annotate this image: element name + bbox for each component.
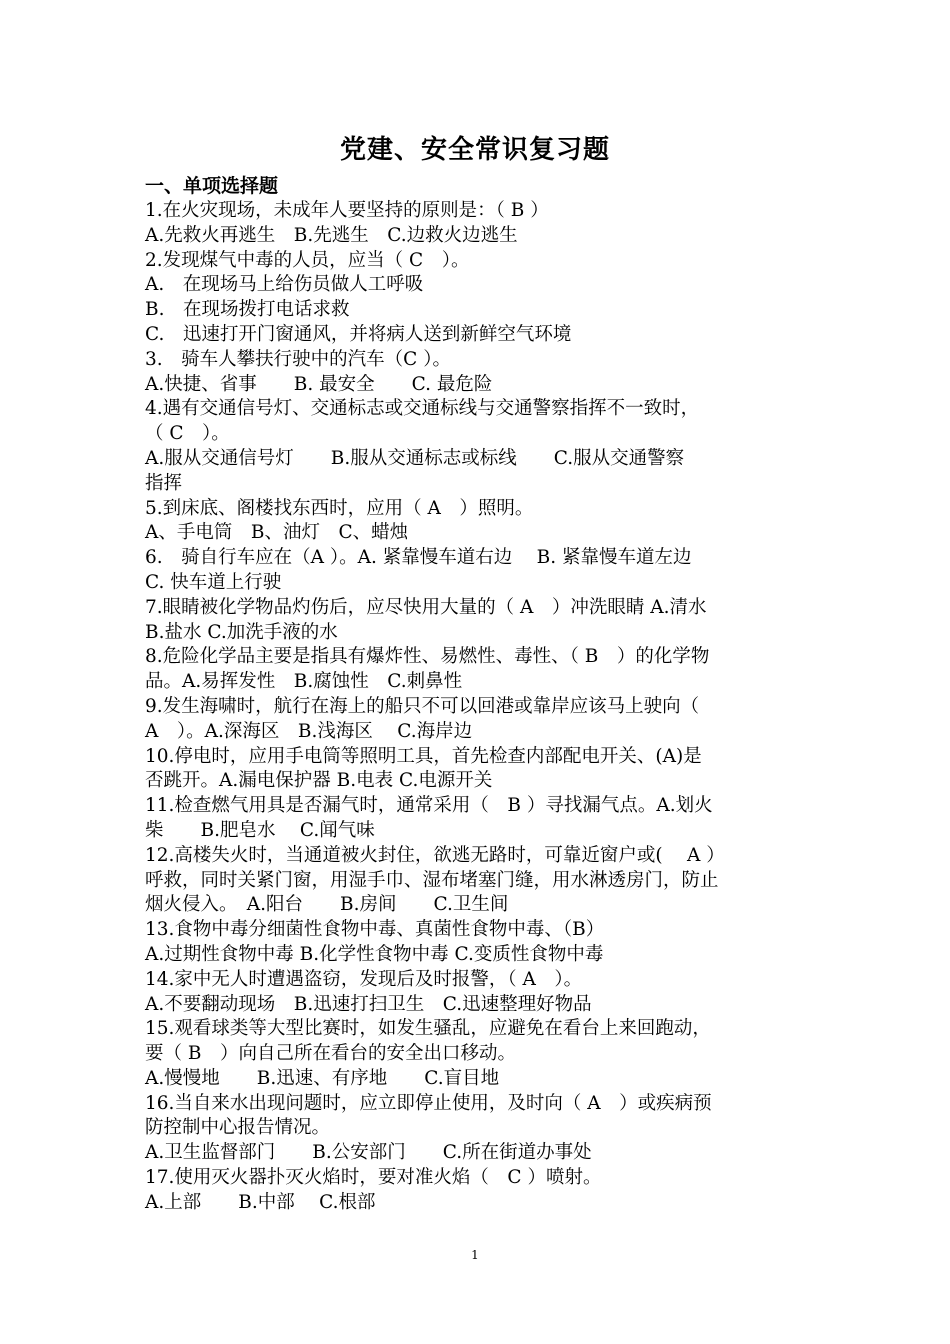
text-line: 12.高楼失火时，当通道被火封住，欲逃无路时，可靠近窗户或( A ） [145,844,725,866]
text-line: 5.到床底、阁楼找东西时，应用（ A ）照明。 [145,497,534,519]
text-line: 15.观看球类等大型比赛时，如发生骚乱，应避免在看台上来回跑动， [145,1018,711,1040]
text-line: A.快捷、省事 B. 最安全 C. 最危险 [145,373,493,395]
text-line: 1.在火灾现场，未成年人要坚持的原则是：（ B ） [145,200,549,221]
text-line: 10.停电时，应用手电筒等照明工具，首先检查内部配电开关、(A)是 [145,745,702,767]
text-line: 指挥 [145,472,183,494]
text-line: 7.眼睛被化学物品灼伤后，应尽快用大量的（ A ）冲洗眼睛 A.清水 [145,596,707,618]
text-line: 呼救，同时关紧门窗，用湿手巾、湿布堵塞门缝，用水淋透房门，防止 [145,869,719,891]
text-line: A.过期性食物中毒 B.化学性食物中毒 C.变质性食物中毒 [145,943,604,965]
text-line: A.慢慢地 B.迅速、有序地 C.盲目地 [145,1067,500,1089]
text-line: A.先救火再逃生 B.先逃生 C.边救火边逃生 [145,224,518,246]
text-line: 17.使用灭火器扑灭火焰时，要对准火焰（ C ）喷射。 [145,1167,602,1189]
text-line: A.卫生监督部门 B.公安部门 C.所在街道办事处 [145,1142,592,1164]
text-line: 要（ B ）向自己所在看台的安全出口移动。 [145,1043,516,1065]
text-line: 烟火侵入。 A.阳台 B.房间 C.卫生间 [145,894,509,916]
text-line: A ）。A.深海区 B.浅海区 C.海岸边 [145,720,473,742]
text-line: 品。A.易挥发性 B.腐蚀性 C.刺鼻性 [145,671,463,693]
text-line: A.服从交通信号灯 B.服从交通标志或标线 C.服从交通警察 [145,447,685,469]
text-line: A. 在现场马上给伤员做人工呼吸 [145,274,424,296]
text-line: （ C ）。 [145,423,230,445]
text-line: 16.当自来水出现问题时，应立即停止使用，及时向（ A ）或疾病预 [145,1092,712,1114]
text-line: 9.发生海啸时，航行在海上的船只不可以回港或靠岸应该马上驶向（ [145,695,700,717]
document-title: 党建、安全常识复习题 [339,135,610,165]
text-line: 柴 B.肥皂水 C.闻气味 [145,819,375,841]
section-heading: 一、单项选择题 [145,175,279,197]
text-line: A.不要翻动现场 B.迅速打扫卫生 C.迅速整理好物品 [145,993,592,1015]
text-line: 11.检查燃气用具是否漏气时，通常采用（ B ）寻找漏气点。A.划火 [145,795,713,817]
text-line: 4.遇有交通信号灯、交通标志或交通标线与交通警察指挥不一致时， [145,398,700,420]
text-line: 3. 骑车人攀扶行驶中的汽车（C ）。 [145,348,451,370]
text-line: 防控制中心报告情况。 [145,1117,331,1139]
text-line: 6. 骑自行车应在（A ）。A. 紧靠慢车道右边 B. 紧靠慢车道左边 [145,547,692,569]
text-line: 否跳开。A.漏电保护器 B.电表 C.电源开关 [145,770,493,792]
document-body [145,174,810,1216]
text-line: A.上部 B.中部 C.根部 [145,1191,376,1213]
page-number: 1 [471,1248,479,1262]
text-line: 14.家中无人时遭遇盗窃，发现后及时报警，（ A ）。 [145,968,583,990]
text-line: C. 迅速打开门窗通风，并将病人送到新鲜空气环境 [145,323,572,345]
text-line: 13.食物中毒分细菌性食物中毒、真菌性食物中毒、（B） [145,919,605,941]
text-line: C. 快车道上行驶 [145,571,282,593]
text-line: 8.危险化学品主要是指具有爆炸性、易燃性、毒性、（ B ）的化学物 [145,646,710,668]
text-line: B.盐水 C.加洗手液的水 [145,621,338,643]
text-line: A、手电筒 B、油灯 C、蜡烛 [145,522,409,544]
text-line: 2.发现煤气中毒的人员，应当（ C ）。 [145,249,470,271]
text-line: B. 在现场拨打电话求救 [145,299,350,321]
